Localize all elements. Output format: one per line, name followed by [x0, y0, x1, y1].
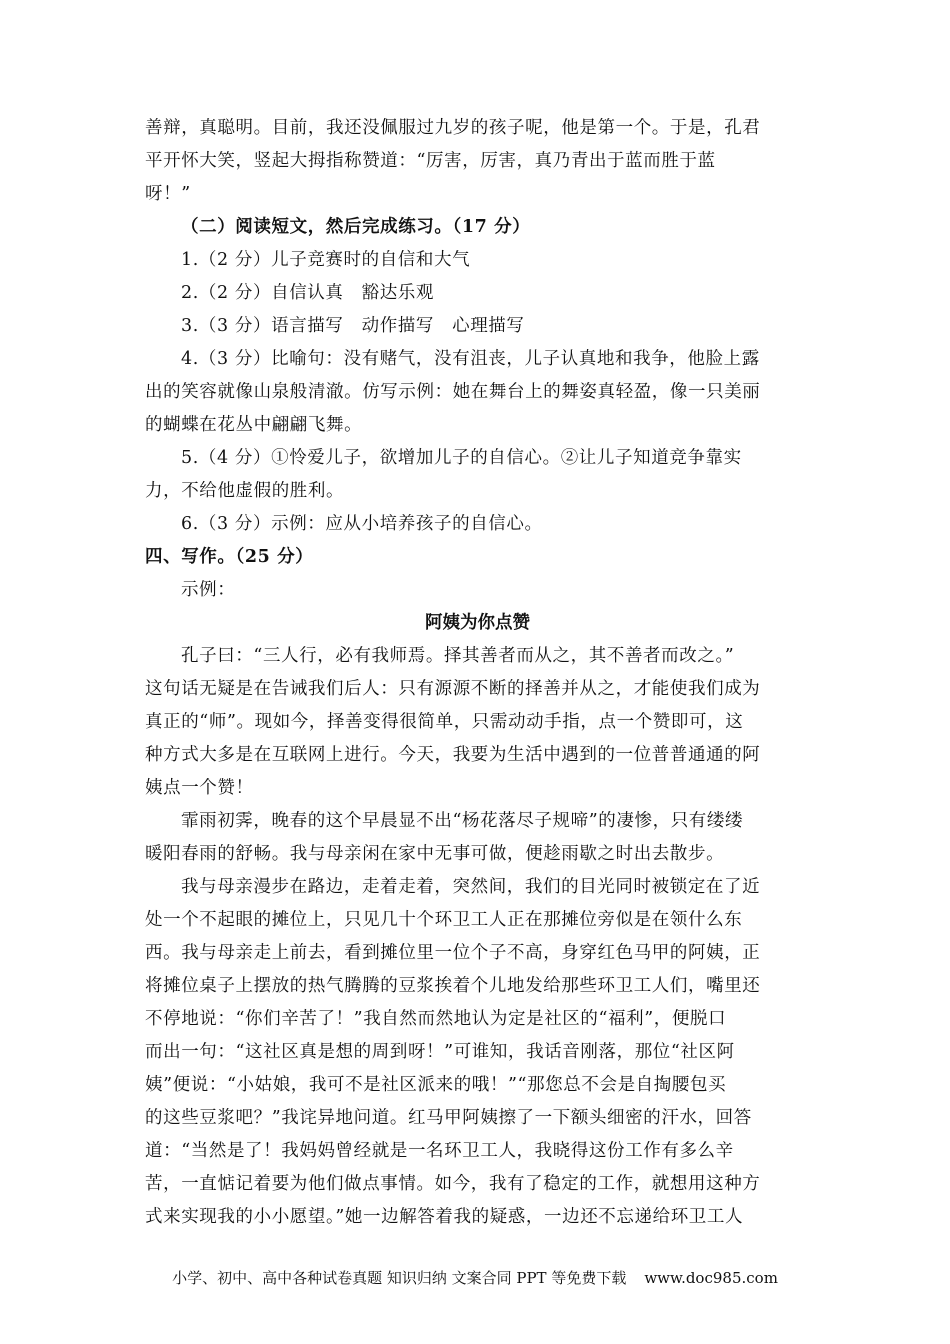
answer-item: 1.（2 分）儿子竞赛时的自信和大气: [181, 250, 471, 270]
text-line: 种方式大多是在互联网上进行。今天，我要为生活中遇到的一位普普通通的阿: [145, 745, 761, 765]
answer-item: 5.（4 分）①怜爱儿子，欲增加儿子的自信心。②让儿子知道竞争靠实: [181, 448, 742, 468]
footer-url[interactable]: www.doc985.com: [644, 1269, 778, 1287]
essay-title: 阿姨为你点赞: [425, 613, 530, 633]
text-line: 姨点一个赞！: [145, 778, 254, 798]
text-line: 姨”便说：“小姑娘，我可不是社区派来的哦！”“那您总不会是自掏腰包买: [145, 1075, 727, 1095]
text-line: 呀！”: [145, 184, 191, 204]
text-line: 力，不给他虚假的胜利。: [145, 481, 345, 501]
text-line: 孔子曰：“三人行，必有我师焉。择其善者而从之，其不善者而改之。”: [181, 646, 735, 666]
text-line: 这句话无疑是在告诫我们后人：只有源源不断的择善并从之，才能使我们成为: [145, 679, 761, 699]
answer-item: 2.（2 分）自信认真 豁达乐观: [181, 283, 434, 303]
text-line: 真正的“师”。现如今，择善变得很简单，只需动动手指，点一个赞即可，这: [145, 712, 744, 732]
text-line: 道：“当然是了！我妈妈曾经就是一名环卫工人，我晓得这份工作有多么辛: [145, 1141, 734, 1161]
section-heading: 四、写作。（25 分）: [145, 547, 314, 567]
text-line: 将摊位桌子上摆放的热气腾腾的豆浆挨着个儿地发给那些环卫工人们，嘴里还: [145, 976, 761, 996]
answer-item: 6.（3 分）示例：应从小培养孩子的自信心。: [181, 514, 543, 534]
text-line: 式来实现我的小小愿望。”她一边解答着我的疑惑，一边还不忘递给环卫工人: [145, 1207, 744, 1227]
answer-item: 3.（3 分）语言描写 动作描写 心理描写: [181, 316, 525, 336]
text-line: 的这些豆浆吧？”我诧异地问道。红马甲阿姨擦了一下额头细密的汗水，回答: [145, 1108, 752, 1128]
text-line: 处一个不起眼的摊位上，只见几十个环卫工人正在那摊位旁似是在领什么东: [145, 910, 743, 930]
text-line: 平开怀大笑，竖起大拇指称赞道：“厉害，厉害，真乃青出于蓝而胜于蓝: [145, 151, 716, 171]
text-line: 示例：: [181, 580, 236, 600]
text-line: 出的笑容就像山泉般清澈。仿写示例：她在舞台上的舞姿真轻盈，像一只美丽: [145, 382, 761, 402]
page-footer: [0, 1268, 950, 1288]
text-line: 苦，一直惦记着要为他们做点事情。如今，我有了稳定的工作，就想用这种方: [145, 1174, 761, 1194]
text-line: 不停地说：“你们辛苦了！”我自然而然地认为定是社区的“福利”，便脱口: [145, 1009, 727, 1029]
text-line: 霏雨初霁，晚春的这个早晨显不出“杨花落尽子规啼”的凄惨，只有缕缕: [181, 811, 744, 831]
text-line: 善辩，真聪明。目前，我还没佩服过九岁的孩子呢，他是第一个。于是，孔君: [145, 118, 761, 138]
footer-text: 小学、初中、高中各种试卷真题 知识归纳 文案合同 PPT 等免费下载: [172, 1269, 627, 1287]
text-line: 的蝴蝶在花丛中翩翩飞舞。: [145, 415, 363, 435]
text-line: 我与母亲漫步在路边，走着走着，突然间，我们的目光同时被锁定在了近: [181, 877, 761, 897]
answer-item: 4.（3 分）比喻句：没有赌气，没有沮丧，儿子认真地和我争，他脸上露: [181, 349, 760, 369]
section-heading: （二）阅读短文，然后完成练习。（17 分）: [181, 217, 531, 237]
text-line: 西。我与母亲走上前去，看到摊位里一位个子不高，身穿红色马甲的阿姨，正: [145, 943, 761, 963]
text-line: 暖阳春雨的舒畅。我与母亲闲在家中无事可做，便趁雨歇之时出去散步。: [145, 844, 725, 864]
text-line: 而出一句：“这社区真是想的周到呀！”可谁知，我话音刚落，那位“社区阿: [145, 1042, 735, 1062]
